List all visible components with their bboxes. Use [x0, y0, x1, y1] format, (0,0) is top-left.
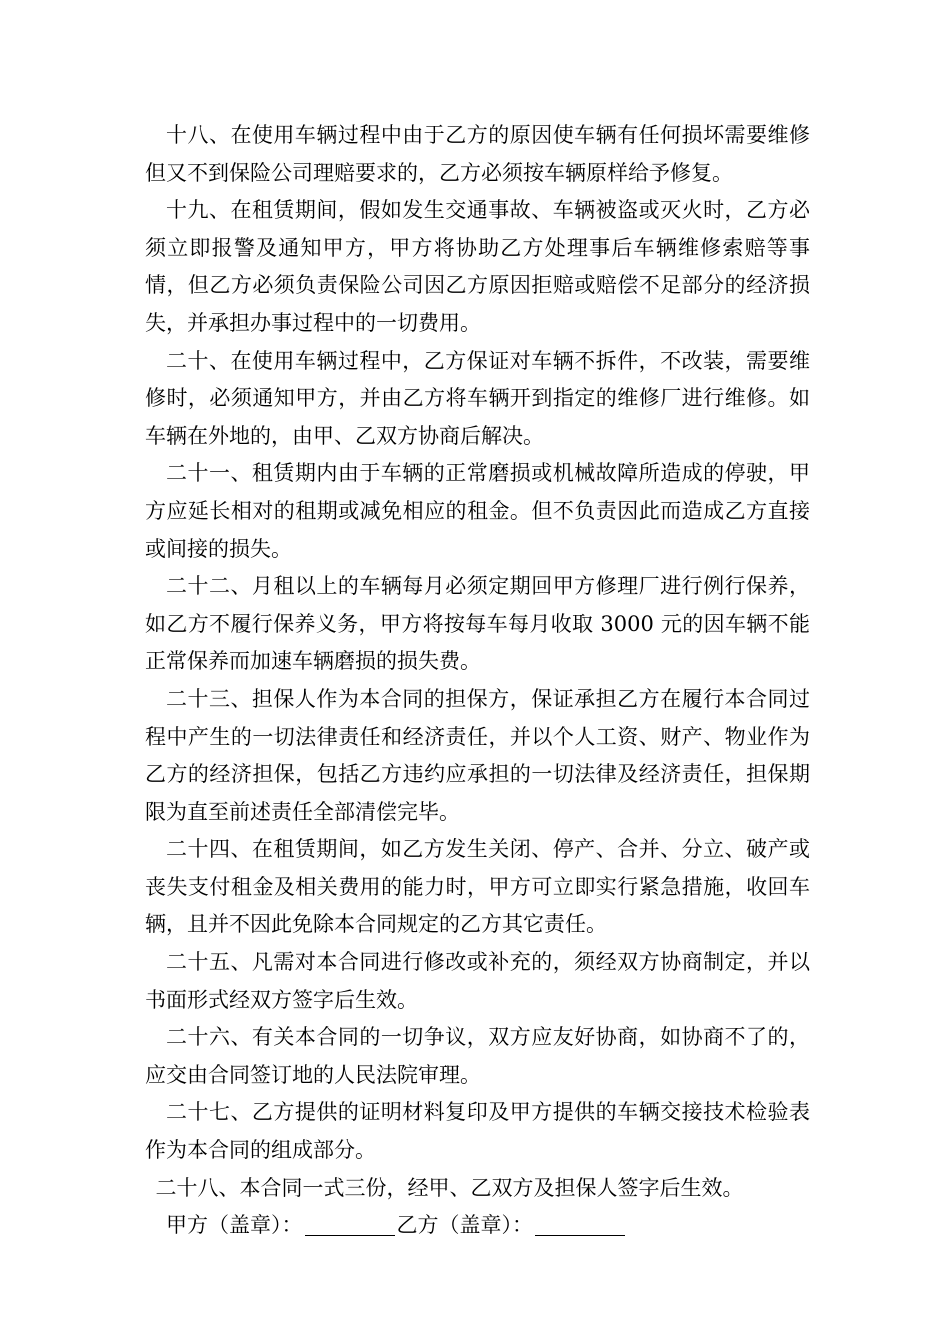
clause-28: 二十八、本合同一式三份，经甲、乙双方及担保人签字后生效。	[155, 1175, 744, 1200]
contract-body	[145, 117, 810, 1245]
party-a-signature-blank[interactable]	[305, 1211, 395, 1236]
clause-21: 二十一、租赁期内由于车辆的正常磨损或机械故障所造成的停驶，甲方应延长相对的租期或减免相应的租金。但不负责因此而造成乙方直接或间接的损失。	[145, 461, 810, 561]
clause-27: 二十七、乙方提供的证明材料复印及甲方提供的车辆交接技术检验表作为本合同的组成部分。	[145, 1100, 810, 1163]
party-a-seal-label: 甲方（盖章）：	[166, 1213, 303, 1238]
clause-23: 二十三、担保人作为本合同的担保方，保证承担乙方在履行本合同过程中产生的一切法律责任和经济责任，并以个人工资、财产、物业作为乙方的经济担保，包括乙方违约应承担的一切法律及经济责任，担保期限为直至前述责任全部清偿完毕。	[145, 686, 810, 824]
party-b-signature-blank[interactable]	[535, 1211, 625, 1236]
clause-22: 二十二、月租以上的车辆每月必须定期回甲方修理厂进行例行保养，如乙方不履行保养义务，甲方将按每车每月收取 3000 元的因车辆不能正常保养而加速车辆磨损的损失费。	[145, 574, 810, 674]
clause-26: 二十六、有关本合同的一切争议，双方应友好协商，如协商不了的，应交由合同签订地的人民法院审理。	[145, 1025, 810, 1087]
signature-line	[145, 1207, 810, 1245]
clause-24: 二十四、在租赁期间，如乙方发生关闭、停产、合并、分立、破产或丧失支付租金及相关费用的能力时，甲方可立即实行紧急措施，收回车辆，且并不因此免除本合同规定的乙方其它责任。	[145, 837, 810, 937]
clause-20: 二十、在使用车辆过程中，乙方保证对车辆不拆件，不改装，需要维修时，必须通知甲方，并由乙方将车辆开到指定的维修厂进行维修。如车辆在外地的，由甲、乙双方协商后解决。	[145, 348, 810, 448]
clause-19: 十九、在租赁期间，假如发生交通事故、车辆被盗或灭火时，乙方必须立即报警及通知甲方，甲方将协助乙方处理事后车辆维修索赔等事情，但乙方必须负责保险公司因乙方原因拒赔或赔偿不足部分的经济损失，并承担办事过程中的一切费用。	[145, 198, 810, 335]
party-b-seal-label: 乙方（盖章）：	[396, 1213, 533, 1238]
clause-18: 十八、在使用车辆过程中由于乙方的原因使车辆有任何损坏需要维修但又不到保险公司理赔要求的，乙方必须按车辆原样给予修复。	[145, 123, 810, 185]
clause-25: 二十五、凡需对本合同进行修改或补充的，须经双方协商制定，并以书面形式经双方签字后生效。	[145, 950, 810, 1012]
